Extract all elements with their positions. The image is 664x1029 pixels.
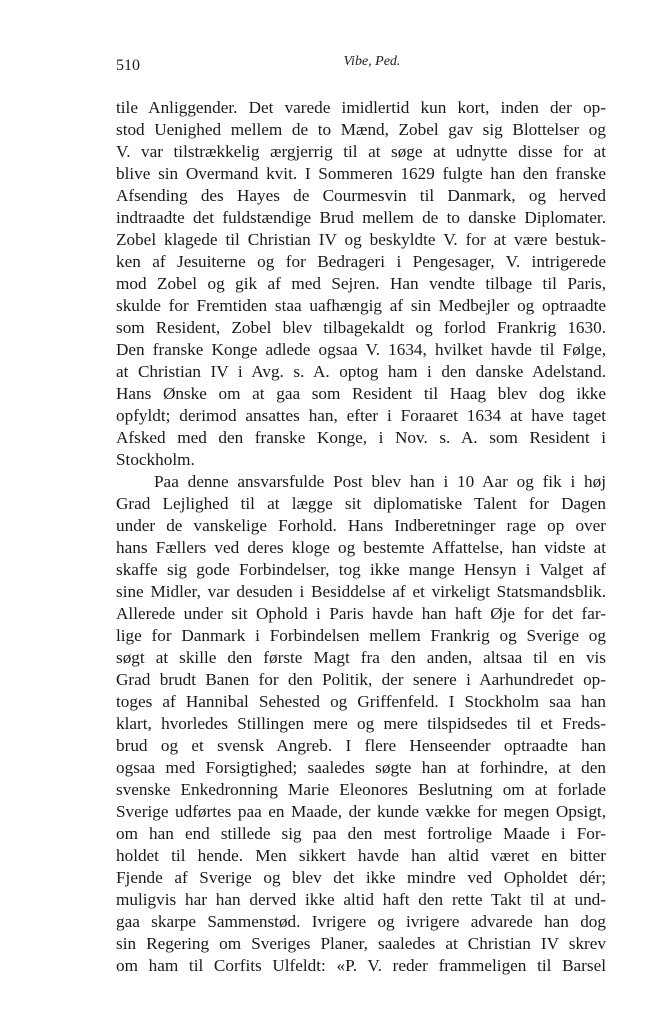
text-line: tile Anliggender. Det varede imidlertid kun kort, inden der op-: [116, 98, 606, 117]
text-line: Paa denne ansvarsfulde Post blev han i 10 Aar og fik i høj: [154, 472, 606, 491]
text-line: Sverige udførtes paa en Maade, der kunde vække for megen Opsigt,: [116, 802, 606, 821]
text-line: ken af Jesuiterne og for Bedrageri i Pengesager, V. intrigerede: [116, 252, 606, 271]
text-line: skaffe sig gode Forbindelser, tog ikke mange Hensyn i Valget af: [116, 560, 606, 579]
text-line: opfyldt; derimod ansattes han, efter i Foraaret 1634 at have taget: [116, 406, 606, 425]
text-line: lige for Danmark i Forbindelsen mellem Frankrig og Sverige og: [116, 626, 606, 645]
text-line: klart, hvorledes Stillingen mere og mere tilspidsedes til et Freds-: [116, 714, 606, 733]
text-line: at Christian IV i Avg. s. A. optog ham i den danske Adelstand.: [116, 362, 606, 381]
text-line: om ham til Corfits Ulfeldt: «P. V. reder frammeligen til Barsel: [116, 956, 606, 975]
text-line: blive sin Overmand kvit. I Sommeren 1629 fulgte han den franske: [116, 164, 606, 183]
text-line: stod Uenighed mellem de to Mænd, Zobel gav sig Blottelser og: [116, 120, 606, 139]
text-line: hans Fællers ved deres kloge og bestemte Affattelse, han vidste at: [116, 538, 606, 557]
text-line: toges af Hannibal Sehested og Griffenfeld. I Stockholm saa han: [116, 692, 606, 711]
text-line: skulde for Fremtiden staa uafhængig af sin Medbejler og optraadte: [116, 296, 606, 315]
text-line: gaa skarpe Sammenstød. Ivrigere og ivrigere advarede han dog: [116, 912, 606, 931]
text-line: ogsaa med Forsigtighed; saaledes søgte han at forhindre, at den: [116, 758, 606, 777]
text-line: Fjende af Sverige og blev det ikke mindre ved Opholdet dér;: [116, 868, 606, 887]
text-line: Grad brudt Banen for den Politik, der senere i Aarhundredet op-: [116, 670, 606, 689]
text-line: muligvis har han derved ikke altid haft den rette Takt til at und-: [116, 890, 606, 909]
page-number: 510: [116, 57, 140, 74]
text-line: under de vanskelige Forhold. Hans Indberetninger rage op over: [116, 516, 606, 535]
text-line: Grad Lejlighed til at lægge sit diplomatiske Talent for Dagen: [116, 494, 606, 513]
text-line: om han end stillede sig paa den mest fortrolige Maade i For-: [116, 824, 606, 843]
text-line: Den franske Konge adlede ogsaa V. 1634, hvilket havde til Følge,: [116, 340, 606, 359]
text-line: sin Regering om Sveriges Planer, saaledes at Christian IV skrev: [116, 934, 606, 953]
paragraph: [116, 97, 606, 471]
text-line: Hans Ønske om at gaa som Resident til Haag blev dog ikke: [116, 384, 606, 403]
text-line: Afsked med den franske Konge, i Nov. s. A. som Resident i: [116, 428, 606, 447]
paragraph: [116, 471, 606, 977]
text-line: brud og et svensk Angreb. I flere Henseender optraadte han: [116, 736, 606, 755]
text-line: Afsending des Hayes de Courmesvin til Danmark, og herved: [116, 186, 606, 205]
text-line: mod Zobel og gik af med Sejren. Han vendte tilbage til Paris,: [116, 274, 606, 293]
text-line: søgt at skille den første Magt fra den anden, altsaa til en vis: [116, 648, 606, 667]
text-line: som Resident, Zobel blev tilbagekaldt og forlod Frankrig 1630.: [116, 318, 606, 337]
text-line: Allerede under sit Ophold i Paris havde han haft Øje for det far-: [116, 604, 606, 623]
text-line: Stockholm.: [116, 450, 195, 469]
text-line: Zobel klagede til Christian IV og beskyldte V. for at være bestuk-: [116, 230, 606, 249]
text-line: holdet til hende. Men sikkert havde han altid været en bitter: [116, 846, 606, 865]
text-line: sine Midler, var desuden i Besiddelse af et virkeligt Statsmandsblik.: [116, 582, 606, 601]
body-text: [116, 97, 606, 977]
running-title: Vibe, Ped.: [343, 54, 401, 69]
text-line: indtraadte det fuldstændige Brud mellem de to danske Diplomater.: [116, 208, 606, 227]
text-line: V. var tilstrækkelig ærgjerrig til at søge at udnytte disse for at: [116, 142, 606, 161]
text-line: svenske Enkedronning Marie Eleonores Beslutning om at forlade: [116, 780, 606, 799]
